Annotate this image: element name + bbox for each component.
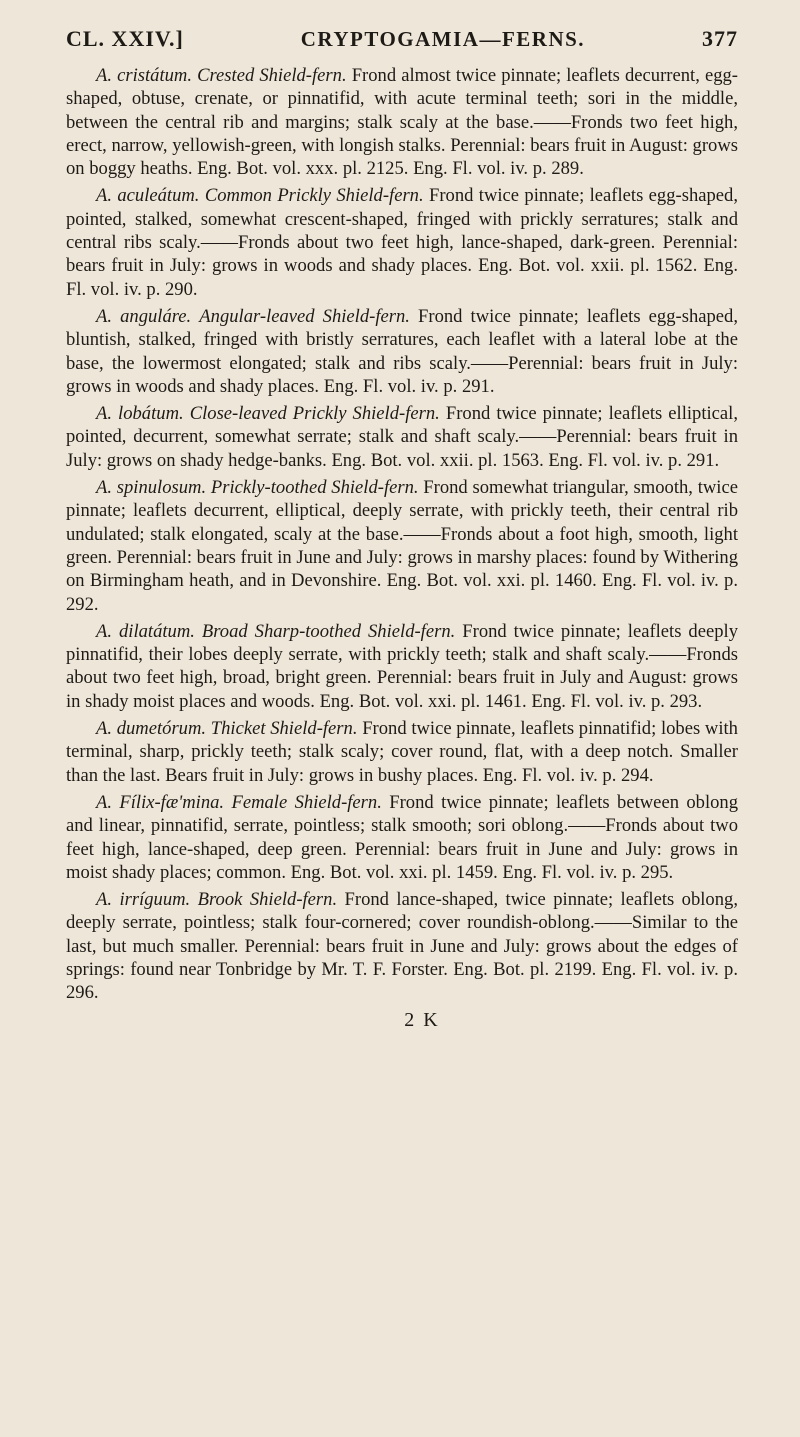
description: Frond lance-shaped, twice pinnate; leaflets oblong, deeply serrate, pointless; stalk four-cornered; cover roundish-oblong.——Similar to the last, but much smaller. Perennial: bears fruit in June and July: grows about the edges of springs: found near Tonbridge by Mr. T. F. Forster. Eng. Bot. pl. 2199. Eng. Fl. vol. iv. p. 296. (66, 889, 738, 1004)
species-name: A. dumetórum. (96, 718, 207, 740)
species-entry (66, 184, 738, 300)
species-name: A. irríguum. (96, 889, 191, 911)
description: Frond almost twice pinnate; leaflets decurrent, egg-shaped, obtuse, crenate, or pinnatifid, with acute terminal teeth; sori in the middle, between the central rib and margins; stalk scaly at the base.——Fronds two feet high, erect, narrow, yellowish-green, with longish stalks. Perennial: bears fruit in August: grows on boggy heaths. Eng. Bot. vol. xxx. pl. 2125. Eng. Fl. vol. iv. p. 289. (66, 65, 738, 180)
species-name: A. spinulosum. (96, 477, 207, 499)
common-name: Crested Shield-fern. (197, 65, 347, 86)
description: Frond twice pinnate, leaflets pinnatifid; lobes with terminal, sharp, prickly teeth; stalk scaly; cover round, flat, with a deep notch. Smaller than the last. Bears fruit in July: grows in bushy places. Eng. Fl. vol. iv. p. 294. (66, 718, 738, 786)
species-entry (66, 791, 738, 884)
chapter-label: CL. XXIV.] (66, 26, 184, 51)
common-name: Close-leaved Prickly Shield-fern. (189, 403, 440, 425)
species-name: A. aculeátum. (96, 185, 200, 207)
common-name: Prickly-toothed Shield-fern. (210, 477, 419, 499)
species-entry (66, 620, 738, 713)
common-name: Female Shield-fern. (231, 791, 382, 813)
species-name: A. cristátum. (96, 65, 192, 86)
species-name: A. anguláre. (96, 305, 192, 327)
common-name: Brook Shield-fern. (197, 889, 338, 911)
species-entry (66, 476, 738, 616)
description: Frond twice pinnate; leaflets egg-shaped, bluntish, stalked, fringed with bristly serratures, each leaflet with a lateral lobe at the base, the lowermost elongated; stalk and ribs scaly.——Perennial: bears fruit in July: grows in woods and shady places. Eng. Fl. vol. iv. p. 291. (66, 305, 738, 397)
description: Frond twice pinnate; leaflets elliptical, pointed, decurrent, somewhat serrate; stalk and shaft scaly.——Perennial: bears fruit in July: grows on shady hedge-banks. Eng. Bot. vol. xxii. pl. 1563. Eng. Fl. vol. iv. p. 291. (66, 403, 738, 471)
species-name: A. lobátum. (96, 403, 184, 425)
description: Frond twice pinnate; leaflets between oblong and linear, pinnatifid, serrate, pointless; stalk smooth; sori oblong.——Fronds about two feet high, lance-shaped, deep green. Perennial: bears fruit in June and July: grows in moist shady places; common. Eng. Bot. vol. xxi. pl. 1459. Eng. Fl. vol. iv. p. 295. (66, 791, 739, 883)
page-number: 377 (702, 26, 738, 51)
entries-list (66, 64, 738, 1005)
species-name: A. Fílix-fæ'mina. (96, 791, 225, 813)
running-header (66, 26, 738, 52)
signature-mark: 2 K (404, 1008, 440, 1031)
species-entry (66, 305, 738, 398)
common-name: Thicket Shield-fern. (210, 718, 358, 740)
common-name: Angular-leaved Shield-fern. (199, 305, 410, 327)
species-entry (66, 888, 738, 1004)
description: Frond twice pinnate; leaflets egg-shaped, pointed, stalked, somewhat crescent-shaped, fringed with prickly serratures; stalk and central ribs scaly.——Fronds about two feet high, lance-shaped, dark-green. Perennial: bears fruit in July: grows in woods and shady places. Eng. Bot. vol. xxii. pl. 1562. Eng. Fl. vol. iv. p. 290. (66, 185, 738, 300)
species-name: A. dilatátum. (96, 620, 195, 642)
common-name: Common Prickly Shield-fern. (204, 185, 424, 207)
description: Frond twice pinnate; leaflets deeply pinnatifid, their lobes deeply serrate, with prickly teeth; stalk and shaft scaly.——Fronds about two feet high, broad, bright green. Perennial: bears fruit in July and August: grows in shady moist places and woods. Eng. Bot. vol. xxi. pl. 1461. Eng. Fl. vol. iv. p. 293. (66, 620, 738, 712)
species-entry (66, 402, 738, 472)
species-entry (66, 717, 738, 787)
description: Frond somewhat triangular, smooth, twice pinnate; leaflets decurrent, elliptical, deeply serrate, with prickly teeth, their central rib undulated; stalk elongated, scaly at the base.——Fronds about a foot high, smooth, light green. Perennial: bears fruit in June and July: grows in marshy places: found by Withering on Birmingham heath, and in Devonshire. Eng. Bot. vol. xxi. pl. 1460. Eng. Fl. vol. iv. p. 292. (66, 477, 738, 615)
common-name: Broad Sharp-toothed Shield-fern. (201, 620, 456, 642)
species-entry (66, 64, 738, 180)
running-title: CRYPTOGAMIA—FERNS. (300, 27, 586, 51)
